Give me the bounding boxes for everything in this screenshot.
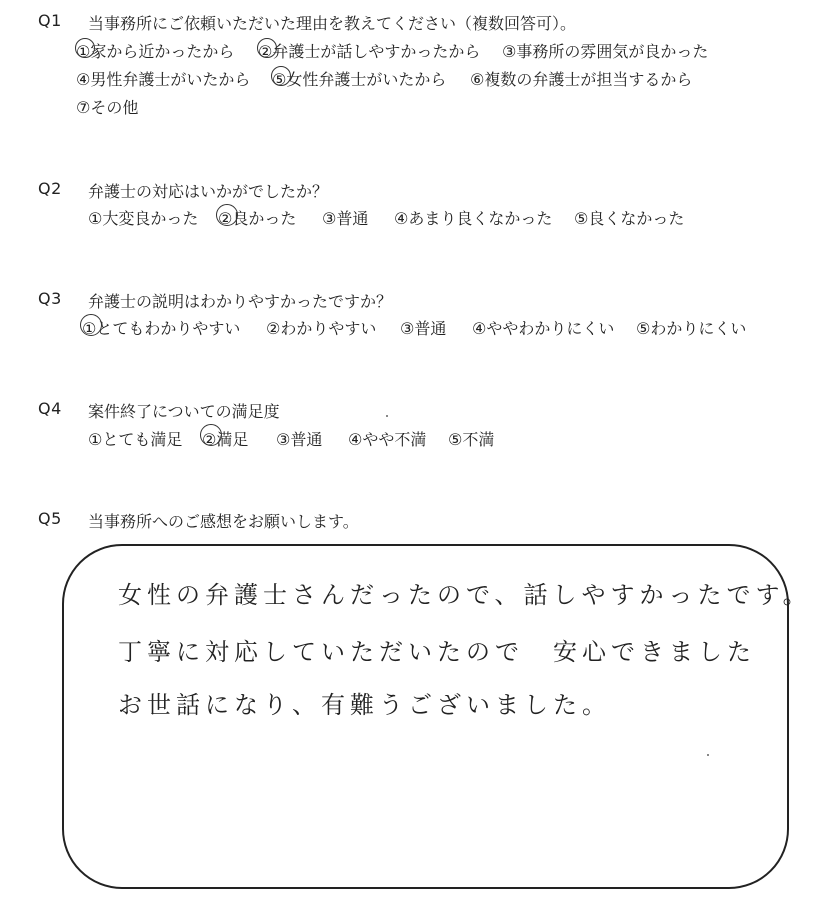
q1-option-2: ②弁護士が話しやすかったから	[258, 42, 481, 61]
q4-option-5: ⑤不満	[448, 430, 495, 449]
q2-number: Q2	[38, 179, 62, 198]
q3-selected-circle	[80, 314, 102, 336]
q4-option-4: ④やや不満	[348, 430, 427, 449]
answer-line-2: 丁寧に対応していただいたので 安心できました	[118, 638, 756, 666]
q2-option-3: ③普通	[322, 209, 369, 228]
q1-option-6: ⑥複数の弁護士が担当するから	[470, 70, 693, 89]
q4-option-3: ③普通	[276, 430, 323, 449]
q3-question: 弁護士の説明はわかりやすかったですか？	[88, 292, 393, 311]
q1-selected-circle-2	[257, 38, 277, 58]
q1-selected-circle-1	[75, 38, 95, 58]
answer-line-3: お世話になり、有難うございました。	[118, 691, 611, 719]
q1-option-3: ③事務所の雰囲気が良かった	[502, 42, 709, 61]
q3-option-5: ⑤わかりにくい	[636, 319, 747, 338]
q4-question: 案件終了についての満足度	[88, 402, 280, 421]
q2-option-4: ④あまり良くなかった	[394, 209, 553, 228]
q1-option-5: ⑤女性弁護士がいたから	[272, 70, 447, 89]
q4-option-1: ①とても満足	[88, 430, 183, 449]
q2-option-1: ①大変良かった	[88, 209, 199, 228]
q3-option-1: ①とてもわかりやすい	[82, 319, 241, 338]
q1-option-7: ⑦その他	[76, 98, 139, 117]
q1-option-1: ①家から近かったから	[76, 42, 235, 61]
q1-question: 当事務所にご依頼いただいた理由を教えてください（複数回答可）。	[88, 14, 577, 33]
answer-line-1: 女性の弁護士さんだったので、話しやすかったです。	[118, 581, 812, 609]
q1-number: Q1	[38, 11, 62, 30]
q4-number: Q4	[38, 399, 62, 418]
q3-option-4: ④ややわかりにくい	[472, 319, 615, 338]
q4-option-2: ②満足	[202, 430, 249, 449]
q1-selected-circle-5	[271, 66, 291, 86]
q2-question: 弁護士の対応はいかがでしたか？	[88, 182, 329, 201]
q1-option-4: ④男性弁護士がいたから	[76, 70, 251, 89]
q5-number: Q5	[38, 509, 62, 528]
scan-speck	[386, 415, 388, 417]
q2-option-5: ⑤良くなかった	[574, 209, 685, 228]
q3-option-3: ③普通	[400, 319, 447, 338]
q4-selected-circle	[200, 424, 222, 446]
q2-selected-circle	[216, 204, 238, 226]
q3-option-2: ②わかりやすい	[266, 319, 377, 338]
q2-option-2: ②良かった	[218, 209, 297, 228]
q5-question: 当事務所へのご感想をお願いします。	[88, 512, 359, 531]
scan-speck	[707, 754, 709, 756]
q3-number: Q3	[38, 289, 62, 308]
